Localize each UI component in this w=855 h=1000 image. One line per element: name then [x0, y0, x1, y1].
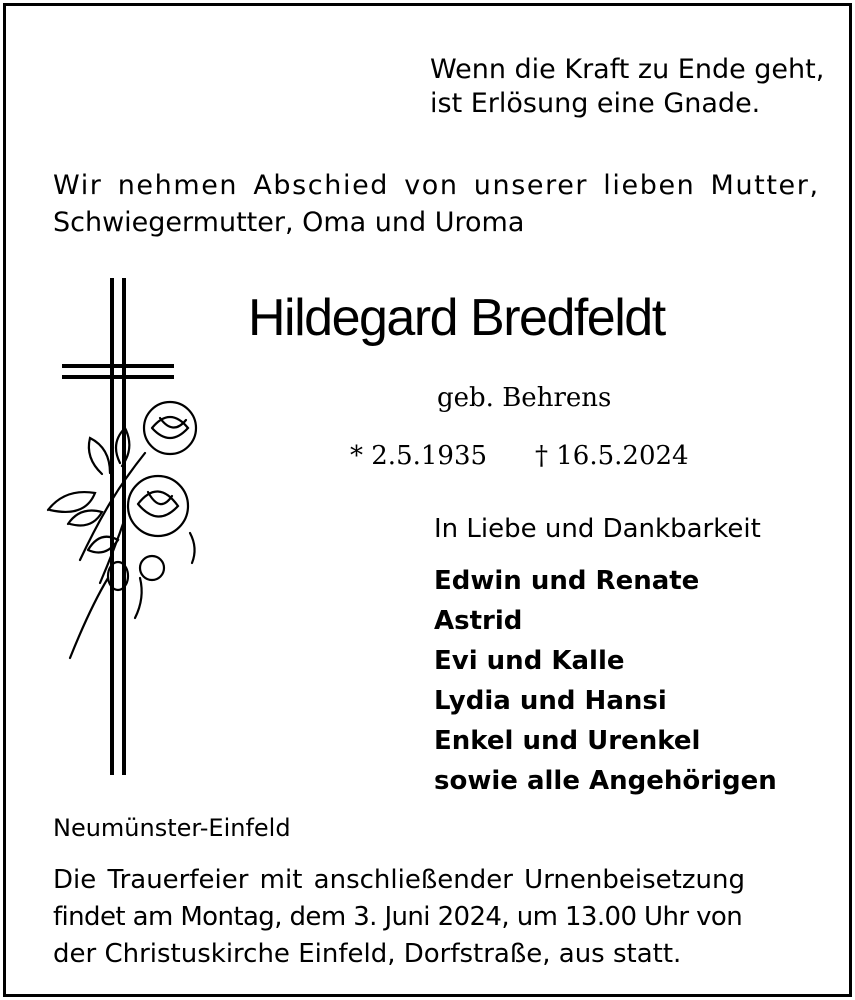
motto-line-1: Wenn die Kraft zu Ende geht, — [430, 54, 825, 85]
family-member: Astrid — [434, 606, 523, 636]
deceased-name: Hildegard Bredfeldt — [248, 289, 665, 347]
family-member: Evi und Kalle — [434, 646, 625, 676]
service-line-1: Die Trauerfeier mit anschließender Urnenbeisetzung — [53, 865, 745, 895]
birth-name: geb. Behrens — [437, 383, 612, 413]
service-line-3: der Christuskirche Einfeld, Dorfstraße, aus statt. — [53, 939, 682, 969]
intro-line-1: Wir nehmen Abschied von unserer lieben Mutter, — [53, 170, 820, 201]
service-line-2: findet am Montag, dem 3. Juni 2024, um 13.00 Uhr von — [53, 902, 743, 932]
family-member: Edwin und Renate — [434, 566, 700, 596]
signoff: In Liebe und Dankbarkeit — [434, 514, 761, 544]
cross-icon — [40, 278, 210, 778]
family-member: Lydia und Hansi — [434, 686, 667, 716]
family-member: Enkel und Urenkel — [434, 726, 701, 756]
intro-line-2: Schwiegermutter, Oma und Uroma — [53, 207, 525, 238]
family-member: sowie alle Angehörigen — [434, 766, 777, 796]
place: Neumünster-Einfeld — [53, 814, 291, 842]
death-date: † 16.5.2024 — [535, 441, 689, 471]
birth-date: * 2.5.1935 — [350, 441, 488, 471]
cross-with-roses — [40, 278, 210, 778]
motto-line-2: ist Erlösung eine Gnade. — [430, 88, 761, 119]
